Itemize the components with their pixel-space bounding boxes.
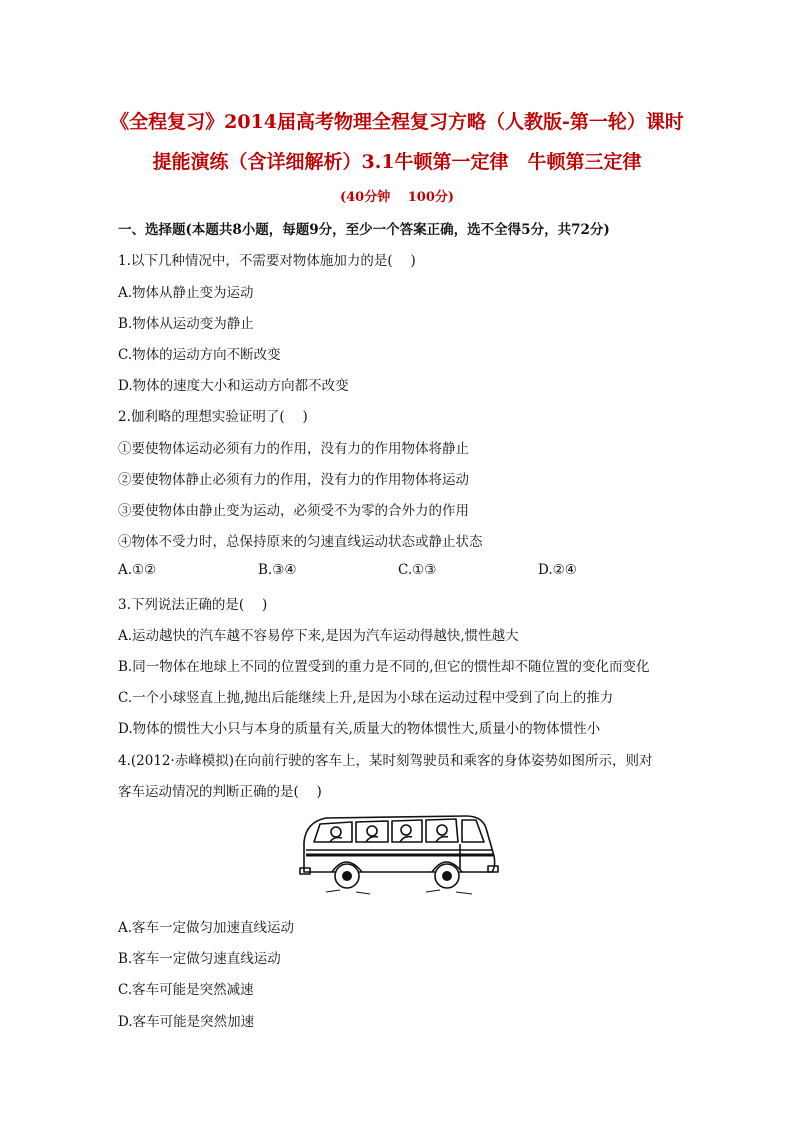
q1-option-c: C.物体的运动方向不断改变 [118,347,281,363]
time-score-note: (40分钟 100分) [339,190,455,205]
q2-option-d: D.②④ [538,562,577,578]
q4-option-d: D.客车可能是突然加速 [118,1014,255,1030]
q2-stem: 2.伽利略的理想实验证明了( ) [118,409,308,425]
q2-option-b: B.③④ [258,562,297,578]
q2-statement-1: ①要使物体运动必须有力的作用，没有力的作用物体将静止 [118,441,469,457]
q1-option-d: D.物体的速度大小和运动方向都不改变 [118,378,349,394]
q1-stem: 1.以下几种情况中，不需要对物体施加力的是( ) [118,253,416,269]
q2-option-c: C.①③ [398,562,437,578]
q4-option-b: B.客车一定做匀速直线运动 [118,951,281,967]
q3-option-a: A.运动越快的汽车越不容易停下来,是因为汽车运动得越快,惯性越大 [118,628,519,644]
q1-option-b: B.物体从运动变为静止 [118,316,254,332]
bus-figure-icon [296,808,502,898]
doc-title-line1: 《全程复习》2014届高考物理全程复习方略（人教版-第一轮）课时 [110,111,684,133]
q2-statement-4: ④物体不受力时，总保持原来的匀速直线运动状态或静止状态 [118,534,483,550]
q2-statement-2: ②要使物体静止必须有力的作用，没有力的作用物体将运动 [118,472,469,488]
q4-stem-line1: 4.(2012·赤峰模拟)在向前行驶的客车上，某时刻驾驶员和乘客的身体姿势如图所示，则对 [118,753,653,769]
q3-stem: 3.下列说法正确的是( ) [118,597,268,613]
q3-option-c: C.一个小球竖直上抛,抛出后能继续上升,是因为小球在运动过程中受到了向上的推力 [118,690,614,706]
q3-option-b: B.同一物体在地球上不同的位置受到的重力是不同的,但它的惯性却不随位置的变化而变化 [118,659,650,675]
q2-statement-3: ③要使物体由静止变为运动，必须受不为零的合外力的作用 [118,503,469,519]
q4-option-a: A.客车一定做匀加速直线运动 [118,920,295,936]
doc-title-line2: 提能演练（含详细解析）3.1牛顿第一定律 牛顿第三定律 [152,151,642,173]
q2-option-a: A.①② [118,562,157,578]
section-heading: 一、选择题(本题共8小题，每题9分，至少一个答案正确，选不全得5分，共72分) [118,222,610,238]
q4-option-c: C.客车可能是突然减速 [118,982,254,998]
q4-stem-line2: 客车运动情况的判断正确的是( ) [118,784,322,800]
q3-option-d: D.物体的惯性大小只与本身的质量有关,质量大的物体惯性大,质量小的物体惯性小 [118,721,601,737]
q1-option-a: A.物体从静止变为运动 [118,285,254,301]
